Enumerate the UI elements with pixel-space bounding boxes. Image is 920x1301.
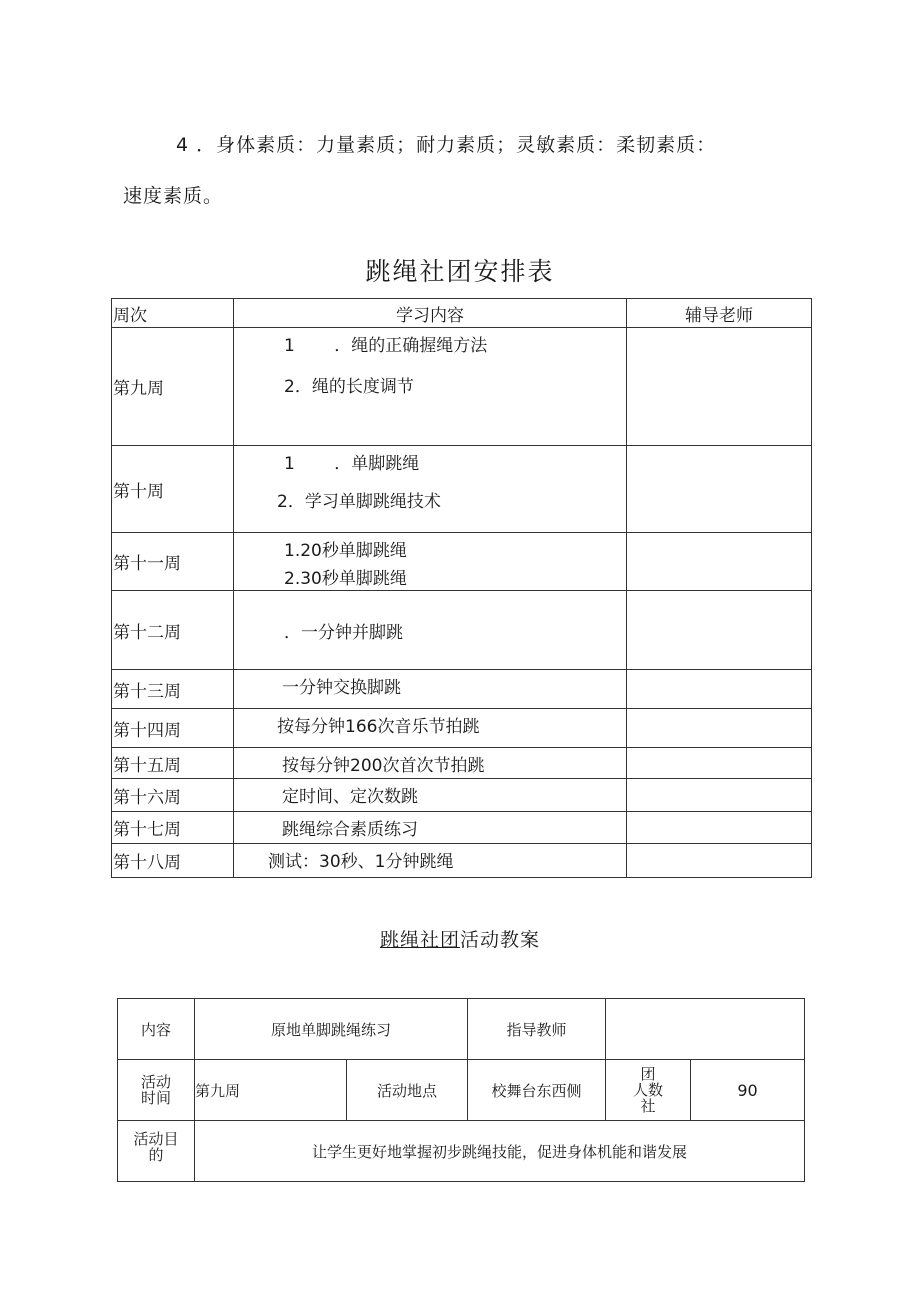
lesson-plan-table bbox=[117, 998, 805, 1182]
plan-title-underlined: 跳绳社团 bbox=[379, 929, 460, 951]
goal-label-line: 活动目 bbox=[133, 1130, 179, 1148]
teacher-cell bbox=[627, 709, 812, 748]
content-line: 跳绳综合素质练习 bbox=[282, 820, 418, 840]
content-value: 原地单脚跳绳练习 bbox=[195, 999, 468, 1060]
count-value: 90 bbox=[691, 1060, 805, 1121]
count-label-line: 社 bbox=[640, 1097, 656, 1115]
teacher-cell bbox=[627, 328, 812, 446]
goal-label bbox=[118, 1121, 195, 1182]
teacher-cell bbox=[627, 446, 812, 533]
table-row bbox=[112, 709, 812, 748]
content-line: 2．学习单脚跳绳技术 bbox=[277, 492, 441, 512]
table-row bbox=[112, 748, 812, 779]
content-line: 1 ．单脚跳绳 bbox=[284, 454, 420, 474]
plan-row-content bbox=[118, 999, 805, 1060]
table-row bbox=[112, 533, 812, 591]
week-cell: 第十七周 bbox=[112, 812, 234, 844]
table-row bbox=[112, 446, 812, 533]
goal-label-line: 的 bbox=[148, 1146, 164, 1164]
week-cell: 第十周 bbox=[112, 446, 234, 533]
teacher-cell bbox=[627, 670, 812, 709]
teacher-cell bbox=[627, 591, 812, 670]
plan-row-time bbox=[118, 1060, 805, 1121]
content-line: 1 ．绳的正确握绳方法 bbox=[284, 336, 488, 356]
place-value: 校舞台东西侧 bbox=[468, 1060, 606, 1121]
teacher-cell bbox=[627, 779, 812, 812]
header-teacher: 辅导老师 bbox=[627, 299, 812, 328]
content-line: 2.30秒单脚跳绳 bbox=[284, 569, 407, 589]
teacher-cell bbox=[627, 844, 812, 878]
time-label bbox=[118, 1060, 195, 1121]
content-line: 定时间、定次数跳 bbox=[282, 787, 418, 807]
teacher-cell bbox=[627, 748, 812, 779]
content-line: 按每分钟200次首次节拍跳 bbox=[282, 756, 485, 776]
content-line: 2．绳的长度调节 bbox=[284, 377, 414, 397]
content-line: 按每分钟166次音乐节拍跳 bbox=[277, 717, 480, 737]
week-cell: 第十二周 bbox=[112, 591, 234, 670]
time-label-line: 活动 bbox=[140, 1073, 171, 1091]
week-cell: 第十八周 bbox=[112, 844, 234, 878]
count-label-line: 团 bbox=[640, 1065, 656, 1083]
place-label: 活动地点 bbox=[347, 1060, 468, 1121]
teacher-cell bbox=[627, 812, 812, 844]
week-cell: 第十三周 bbox=[112, 670, 234, 709]
table-row bbox=[112, 591, 812, 670]
schedule-table bbox=[111, 298, 812, 878]
week-cell: 第九周 bbox=[112, 328, 234, 446]
table-row bbox=[112, 779, 812, 812]
table-row bbox=[112, 670, 812, 709]
plan-title-rest: 活动教案 bbox=[460, 929, 541, 951]
content-line: 测试：30秒、1分钟跳绳 bbox=[268, 852, 454, 872]
content-line: 一分钟交换脚跳 bbox=[282, 678, 401, 698]
time-value: 第九周 bbox=[195, 1060, 347, 1121]
header-content: 学习内容 bbox=[234, 299, 627, 328]
header-week: 周次 bbox=[112, 299, 234, 328]
week-cell: 第十四周 bbox=[112, 709, 234, 748]
plan-row-goal bbox=[118, 1121, 805, 1182]
week-cell: 第十六周 bbox=[112, 779, 234, 812]
table-row bbox=[112, 844, 812, 878]
time-label-line: 时间 bbox=[140, 1089, 171, 1107]
teacher-cell bbox=[627, 533, 812, 591]
schedule-header-row bbox=[112, 299, 812, 328]
count-label-line: 人数 bbox=[633, 1081, 664, 1099]
content-line: 1.20秒单脚跳绳 bbox=[284, 541, 407, 561]
content-label: 内容 bbox=[118, 999, 195, 1060]
teacher-value bbox=[606, 999, 805, 1060]
content-line: ．一分钟并脚跳 bbox=[284, 623, 403, 643]
intro-line-2: 速度素质。 bbox=[123, 185, 224, 207]
goal-value: 让学生更好地掌握初步跳绳技能，促进身体机能和谐发展 bbox=[195, 1121, 805, 1182]
week-cell: 第十一周 bbox=[112, 533, 234, 591]
intro-line-1: 4 ．身体素质：力量素质；耐力素质；灵敏素质：柔韧素质： bbox=[176, 134, 717, 156]
table-row bbox=[112, 328, 812, 446]
count-label bbox=[606, 1060, 691, 1121]
schedule-title: 跳绳社团安排表 bbox=[365, 257, 555, 286]
table-row bbox=[112, 812, 812, 844]
week-cell: 第十五周 bbox=[112, 748, 234, 779]
plan-title bbox=[0, 925, 920, 952]
teacher-label: 指导教师 bbox=[468, 999, 606, 1060]
